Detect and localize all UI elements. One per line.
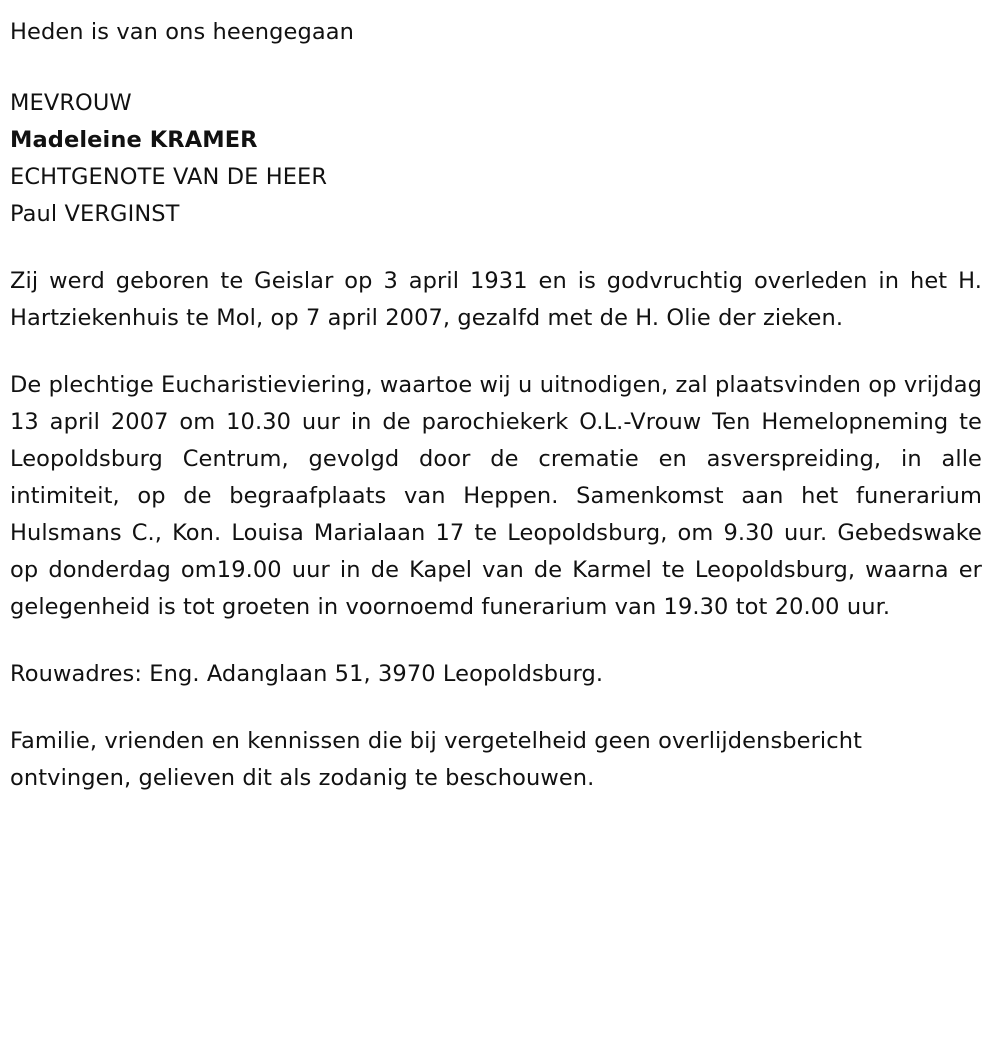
- birth-death-paragraph: Zij werd geboren te Geislar op 3 april 1931 en is godvruchtig overleden in het H. Hartziekenhuis te Mol, op 7 april 2007, gezalfd met de H. Olie der zieken.: [10, 268, 982, 331]
- spouse-name: Paul VERGINST: [10, 201, 180, 227]
- identity-block: [10, 85, 982, 233]
- honorific-line: MEVROUW: [10, 90, 132, 116]
- intro-text: Heden is van ons heengegaan: [10, 19, 354, 45]
- mourning-address: Rouwadres: Eng. Adanglaan 51, 3970 Leopoldsburg.: [10, 661, 604, 687]
- relation-label: ECHTGENOTE VAN DE HEER: [10, 164, 328, 190]
- closing-paragraph: Familie, vrienden en kennissen die bij vergetelheid geen overlijdensbericht ontvingen, gelieven dit als zodanig te beschouwen.: [10, 728, 863, 791]
- service-paragraph: De plechtige Eucharistieviering, waartoe wij u uitnodigen, zal plaatsvinden op vrijdag 13 april 2007 om 10.30 uur in de parochiekerk O.L.-Vrouw Ten Hemelopneming te Leopoldsburg Centrum, gevolgd door de crematie en asverspreiding, in alle intimiteit, op de begraafplaats van Heppen. Samenkomst aan het funerarium Hulsmans C., Kon. Louisa Marialaan 17 te Leopoldsburg, om 9.30 uur. Gebedswake op donderdag om19.00 uur in de Kapel van de Karmel te Leopoldsburg, waarna er gelegenheid is tot groeten in voornoemd funerarium van 19.30 tot 20.00 uur.: [10, 372, 982, 620]
- deceased-name: Madeleine KRAMER: [10, 127, 258, 153]
